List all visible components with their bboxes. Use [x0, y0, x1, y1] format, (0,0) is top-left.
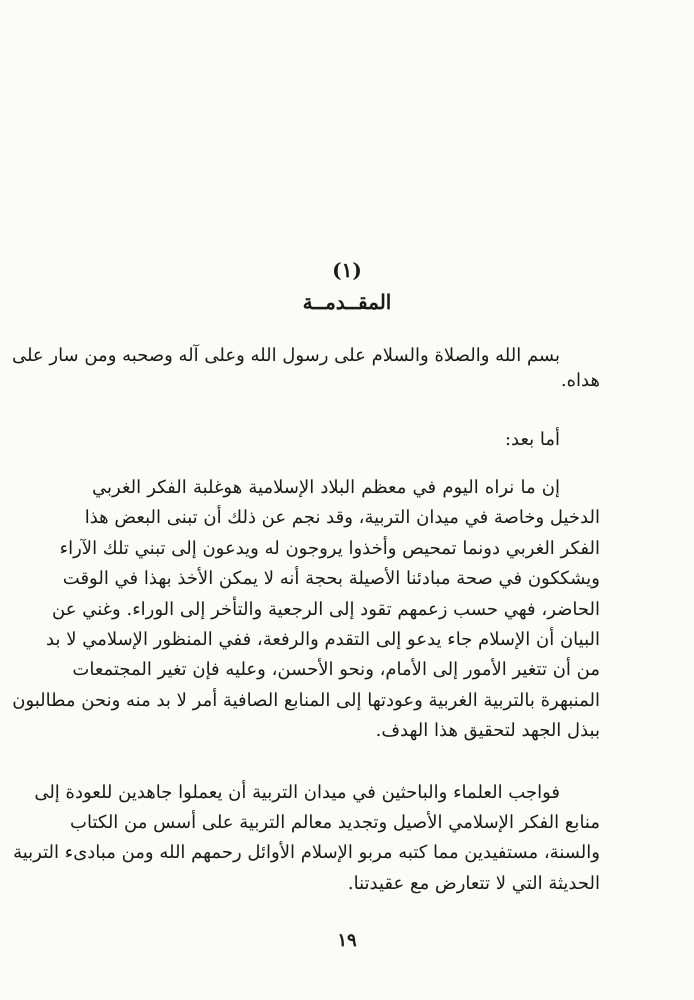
opening-line: هداه. — [560, 370, 600, 391]
salutation: أما بعد: — [504, 429, 560, 450]
paragraph-line: المنبهرة بالتربية الغربية وعودتها إلى المنابع الصافية أمر لا بد منه ونحن مطالبون — [12, 690, 600, 711]
paragraph-line: ويشككون في صحة مبادئنا الأصيلة بحجة أنه لا يمكن الأخذ بهذا في الوقت — [62, 568, 600, 589]
paragraph-line: والسنة، مستفيدين مما كتبه مربو الإسلام الأوائل رحمهم الله ومن مبادىء التربية — [13, 842, 600, 863]
chapter-number: (١) — [332, 258, 362, 282]
paragraph-line: من أن تتغير الأمور إلى الأمام، ونحو الأحسن، وعليه فإن تغير المجتمعات — [72, 659, 600, 680]
paragraph-line: إن ما نراه اليوم في معظم البلاد الإسلامية هوغلبة الفكر الغربي — [92, 477, 560, 498]
paragraph-line: الحديثة التي لا تتعارض مع عقيدتنا. — [347, 873, 600, 894]
paragraph-line: البيان أن الإسلام جاء يدعو إلى التقدم والرفعة، ففي المنظور الإسلامي لا بد — [46, 629, 600, 650]
page-number: ١٩ — [337, 930, 357, 951]
paragraph-line: منابع الفكر الإسلامي الأصيل وتجديد معالم التربية على أسس من الكتاب — [70, 812, 600, 833]
paragraph-line: فواجب العلماء والباحثين في ميدان التربية أن يعملوا جاهدين للعودة إلى — [34, 782, 560, 803]
opening-line: بسم الله والصلاة والسلام على رسول الله وعلى آله وصحبه ومن سار على — [11, 345, 560, 366]
paragraph-line: ببذل الجهد لتحقيق هذا الهدف. — [375, 720, 600, 741]
paragraph-line: الدخيل وخاصة في ميدان التربية، وقد نجم عن ذلك أن تبنى البعض هذا — [84, 507, 600, 528]
paragraph-line: الفكر الغربي دونما تمحيص وأخذوا يروجون له ويدعون إلى تبني تلك الآراء — [59, 538, 600, 559]
paragraph-line: الحاضر، فهي حسب زعمهم تقود إلى الرجعية والتأخر إلى الوراء. وغني عن — [52, 599, 600, 620]
chapter-title: المقــدمــة — [302, 290, 392, 314]
